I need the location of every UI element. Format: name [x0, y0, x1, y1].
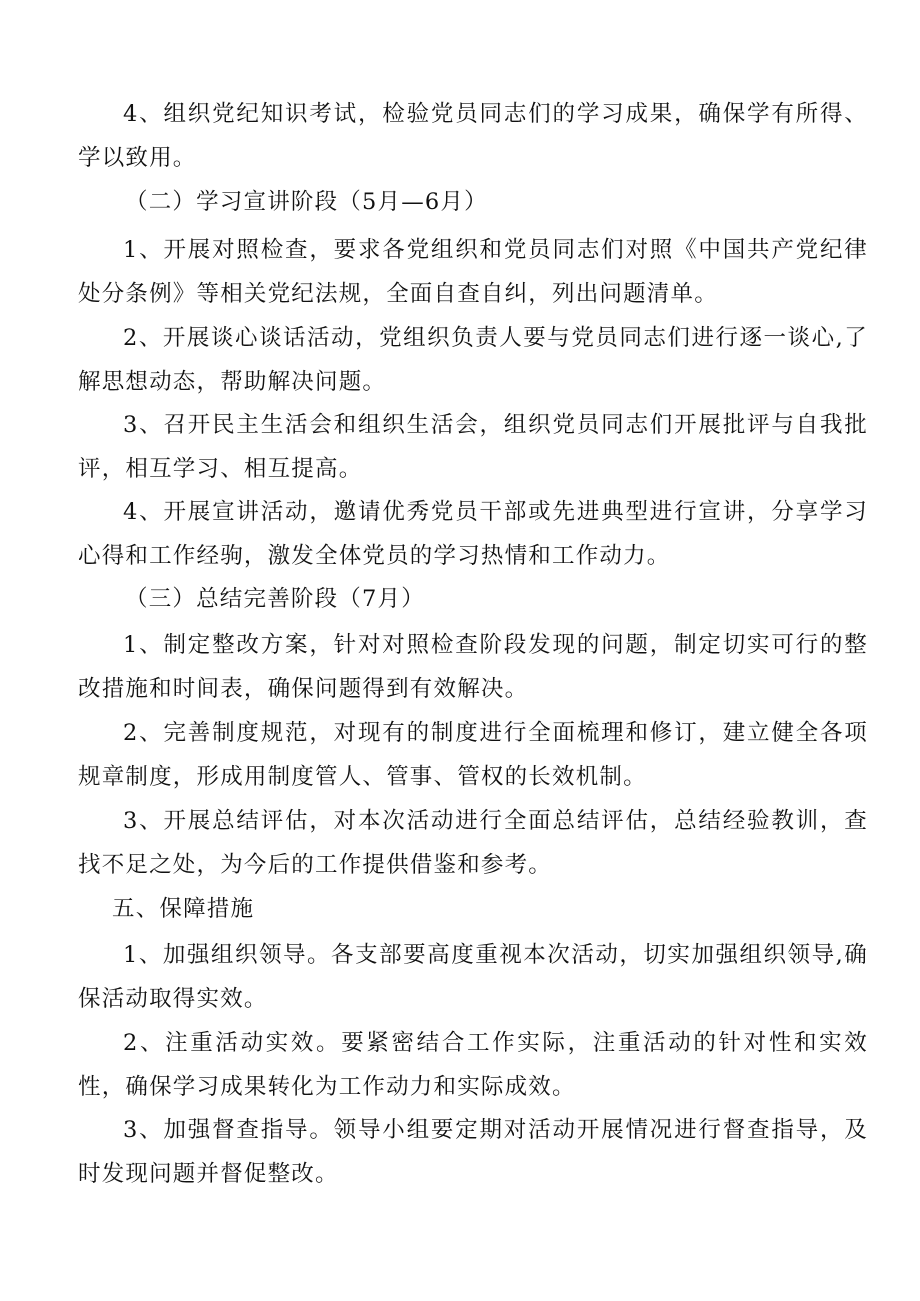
paragraph-institution: 2、完善制度规范，对现有的制度进行全面梳理和修订，建立健全各项规章制度，形成用制度管人、管事、管权的长效机制。 — [78, 720, 868, 790]
paragraph-leadership: 1、加强组织领导。各支部要高度重视本次活动，切实加强组织领导,确保活动取得实效。 — [78, 942, 868, 1012]
paragraph-evaluation: 3、开展总结评估，对本次活动进行全面总结评估，总结经验教训，查找不足之处，为今后的工作提供借鉴和参考。 — [78, 808, 868, 878]
paragraph-exam: 4、组织党纪知识考试，检验党员同志们的学习成果，确保学有所得、学以致用。 — [78, 101, 868, 171]
paragraph-life-meeting: 3、召开民主生活会和组织生活会，组织党员同志们开展批评与自我批评，相互学习、相互提高。 — [78, 412, 868, 482]
paragraph-self-check: 1、开展对照检查，要求各党组织和党员同志们对照《中国共产党纪律处分条例》等相关党纪法规，全面自查自纠，列出问题清单。 — [78, 237, 868, 307]
paragraph-rectification: 1、制定整改方案，针对对照检查阶段发现的问题，制定切实可行的整改措施和时间表，确保问题得到有效解决。 — [78, 632, 868, 702]
paragraph-effectiveness: 2、注重活动实效。要紧密结合工作实际，注重活动的针对性和实效性，确保学习成果转化为工作动力和实际成效。 — [78, 1030, 868, 1100]
paragraph-lecture-activity: 4、开展宣讲活动，邀请优秀党员干部或先进典型进行宣讲，分享学习心得和工作经驹，激发全体党员的学习热情和工作动力。 — [78, 499, 868, 569]
section-heading-guarantee: 五、保障措施 — [112, 896, 255, 922]
section-heading-study-lecture: （二）学习宣讲阶段（5月—6月） — [125, 189, 488, 215]
section-heading-summary: （三）总结完善阶段（7月） — [125, 586, 425, 612]
paragraph-heart-talk: 2、开展谈心谈话活动，党组织负责人要与党员同志们进行逐一谈心,了解思想动态，帮助解决问题。 — [78, 325, 868, 395]
paragraph-supervision: 3、加强督查指导。领导小组要定期对活动开展情况进行督查指导，及时发现问题并督促整改。 — [78, 1117, 868, 1187]
